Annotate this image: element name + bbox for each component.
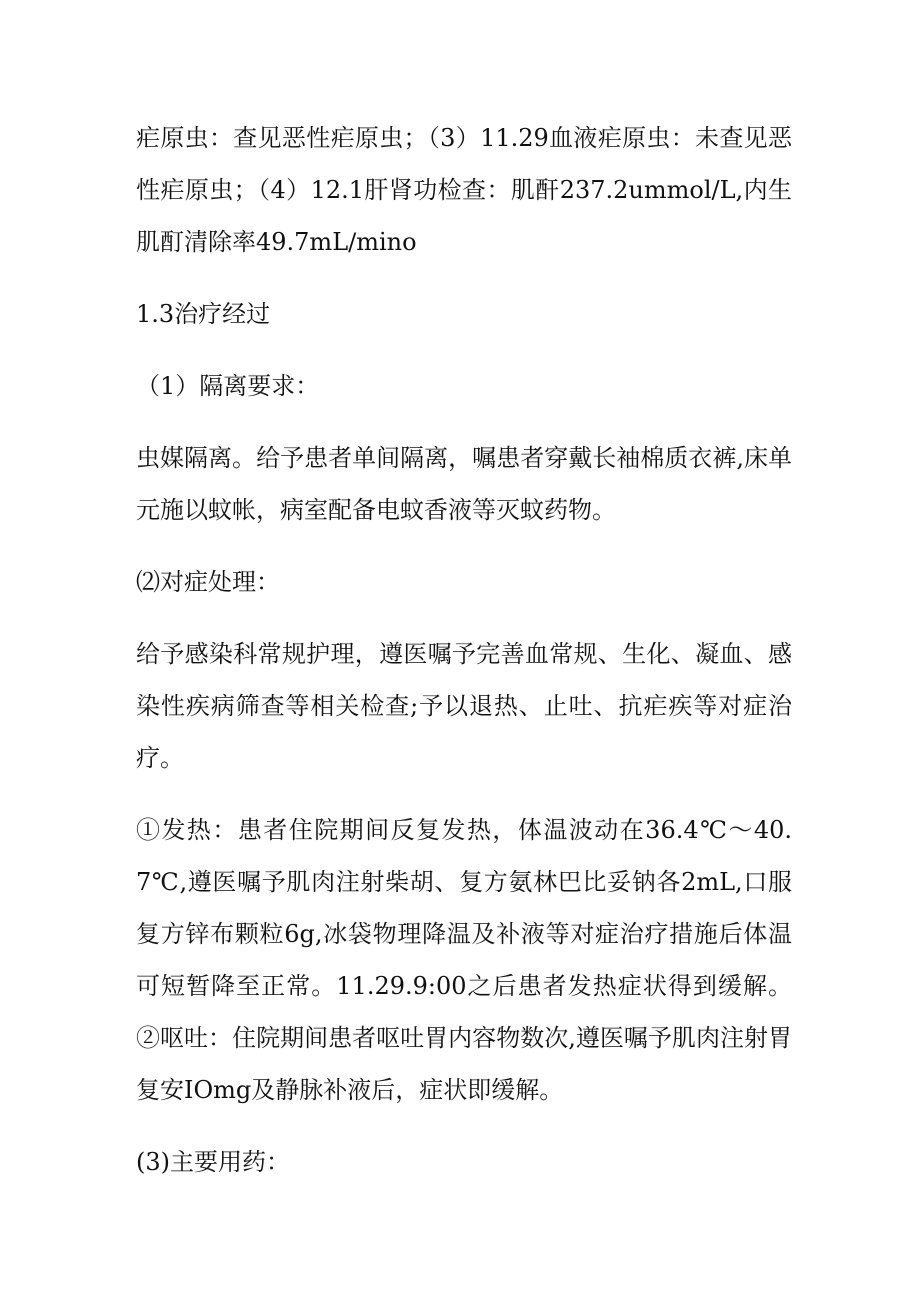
subheading-isolation: （1）隔离要求： <box>136 372 320 400</box>
paragraph-fever-vomiting: ①发热：患者住院期间反复发热，体温波动在36.4℃～40.7℃,遵医嘱予肌肉注射柴胡、复方氨林巴比妥钠各2mL,口服复方锌布颗粒6g,冰袋物理降温及补液等对症治疗措施后体温可短暂降至正常。11.29.9:00之后患者发热症状得到缓解。②呕吐：住院期间患者呕吐胃内容物数次,遵医嘱予肌肉注射胃复安IOmg及静脉补液后，症状即缓解。 <box>136 816 792 1104</box>
paragraph-lab-results: 疟原虫：查见恶性疟原虫；（3）11.29血液疟原虫：未查见恶性疟原虫；（4）12.1肝肾功检查：肌酐237.2ummol/L,内生肌酊清除率49.7mL∕mino <box>136 124 792 256</box>
paragraph-symptomatic: 给予感染科常规护理，遵医嘱予完善血常规、生化、凝血、感染性疾病筛查等相关检查;予以退热、止吐、抗疟疾等对症治疗。 <box>136 640 792 772</box>
subheading-medication: (3)主要用药： <box>136 1148 290 1176</box>
section-heading-treatment: 1.3治疗经过 <box>136 300 271 328</box>
subheading-symptomatic: ⑵对症处理： <box>136 568 280 596</box>
document-body <box>136 112 792 1208</box>
paragraph-isolation: 虫媒隔离。给予患者单间隔离，嘱患者穿戴长袖棉质衣裤,床单元施以蚊帐，病室配备电蚊香液等灭蚊药物。 <box>136 444 792 524</box>
